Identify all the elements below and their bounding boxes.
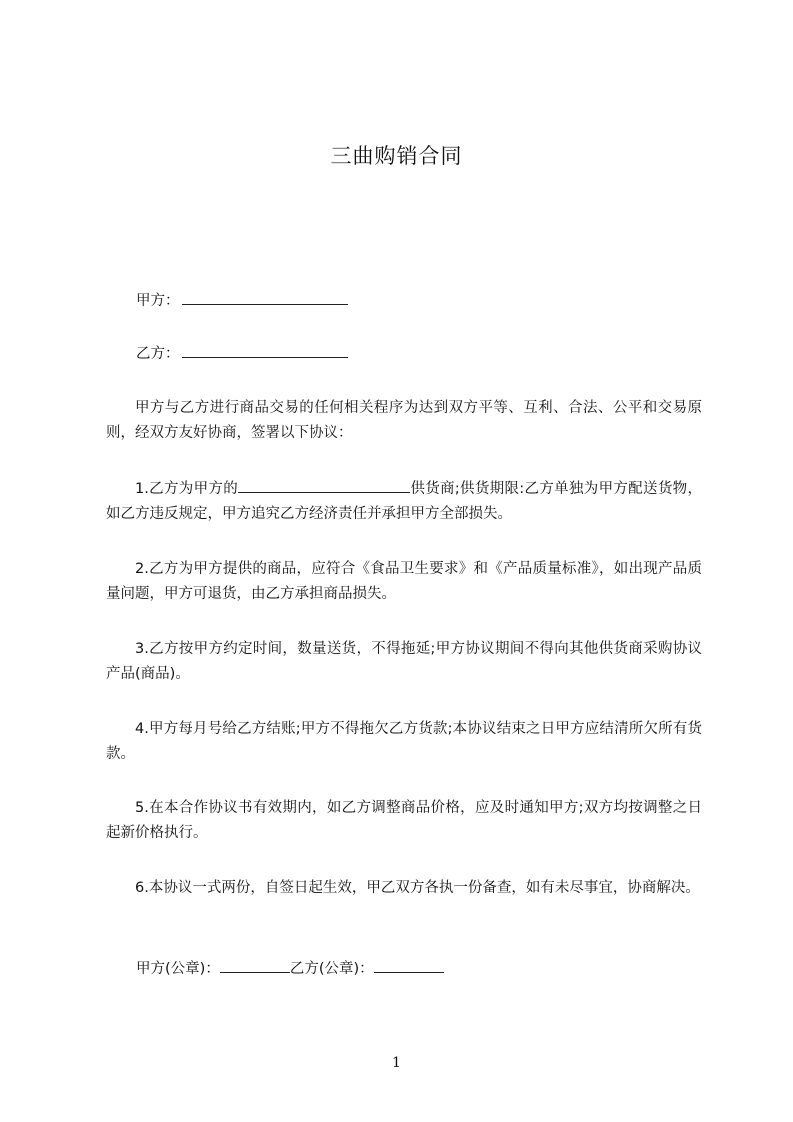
clause-1-blank [238, 478, 410, 493]
clause-5: 5.在本合作协议书有效期内，如乙方调整商品价格，应及时通知甲方;双方均按调整之日起新价格执行。 [106, 800, 702, 841]
clause-3: 3.乙方按甲方约定时间，数量送货，不得拖延;甲方协议期间不得向其他供货商采购协议产品(商品)。 [106, 641, 702, 682]
signature-a-blank [220, 958, 290, 973]
clause-1-before: 1.乙方为甲方的 [135, 481, 239, 497]
clause-2: 2.乙方为甲方提供的商品，应符合《食品卫生要求》和《产品质量标准》，如出现产品质量问题，甲方可退货，由乙方承担商品损失。 [106, 561, 702, 602]
clause-1 [106, 477, 702, 527]
signature-b-blank [374, 958, 444, 973]
signature-line [136, 958, 444, 980]
clause-6: 6.本协议一式两份，自签日起生效，甲乙双方各执一份备查，如有未尽事宜，协商解决。 [135, 880, 700, 896]
party-a-blank [182, 290, 348, 305]
signature-b-label: 乙方(公章)： [289, 961, 374, 977]
clause-1-after: 供货商;供货期限:乙方单独为甲方配送货物，如乙方违反规定，甲方追究乙方经济责任并承担甲方全部损失。 [106, 481, 702, 522]
party-b-line [136, 343, 348, 365]
party-a-label: 甲方： [136, 293, 180, 309]
party-a-line [136, 290, 348, 312]
document-title: 三曲购销合同 [330, 144, 463, 168]
party-b-blank [182, 343, 348, 358]
clause-4: 4.甲方每月号给乙方结账;甲方不得拖欠乙方货款;本协议结束之日甲方应结清所欠所有货款。 [106, 721, 702, 762]
page-number: 1 [392, 1055, 401, 1071]
signature-a-label: 甲方(公章)： [136, 961, 220, 977]
intro-paragraph: 甲方与乙方进行商品交易的任何相关程序为达到双方平等、互利、合法、公平和交易原则，经双方友好协商，签署以下协议： [106, 400, 702, 441]
party-b-label: 乙方： [136, 346, 180, 362]
